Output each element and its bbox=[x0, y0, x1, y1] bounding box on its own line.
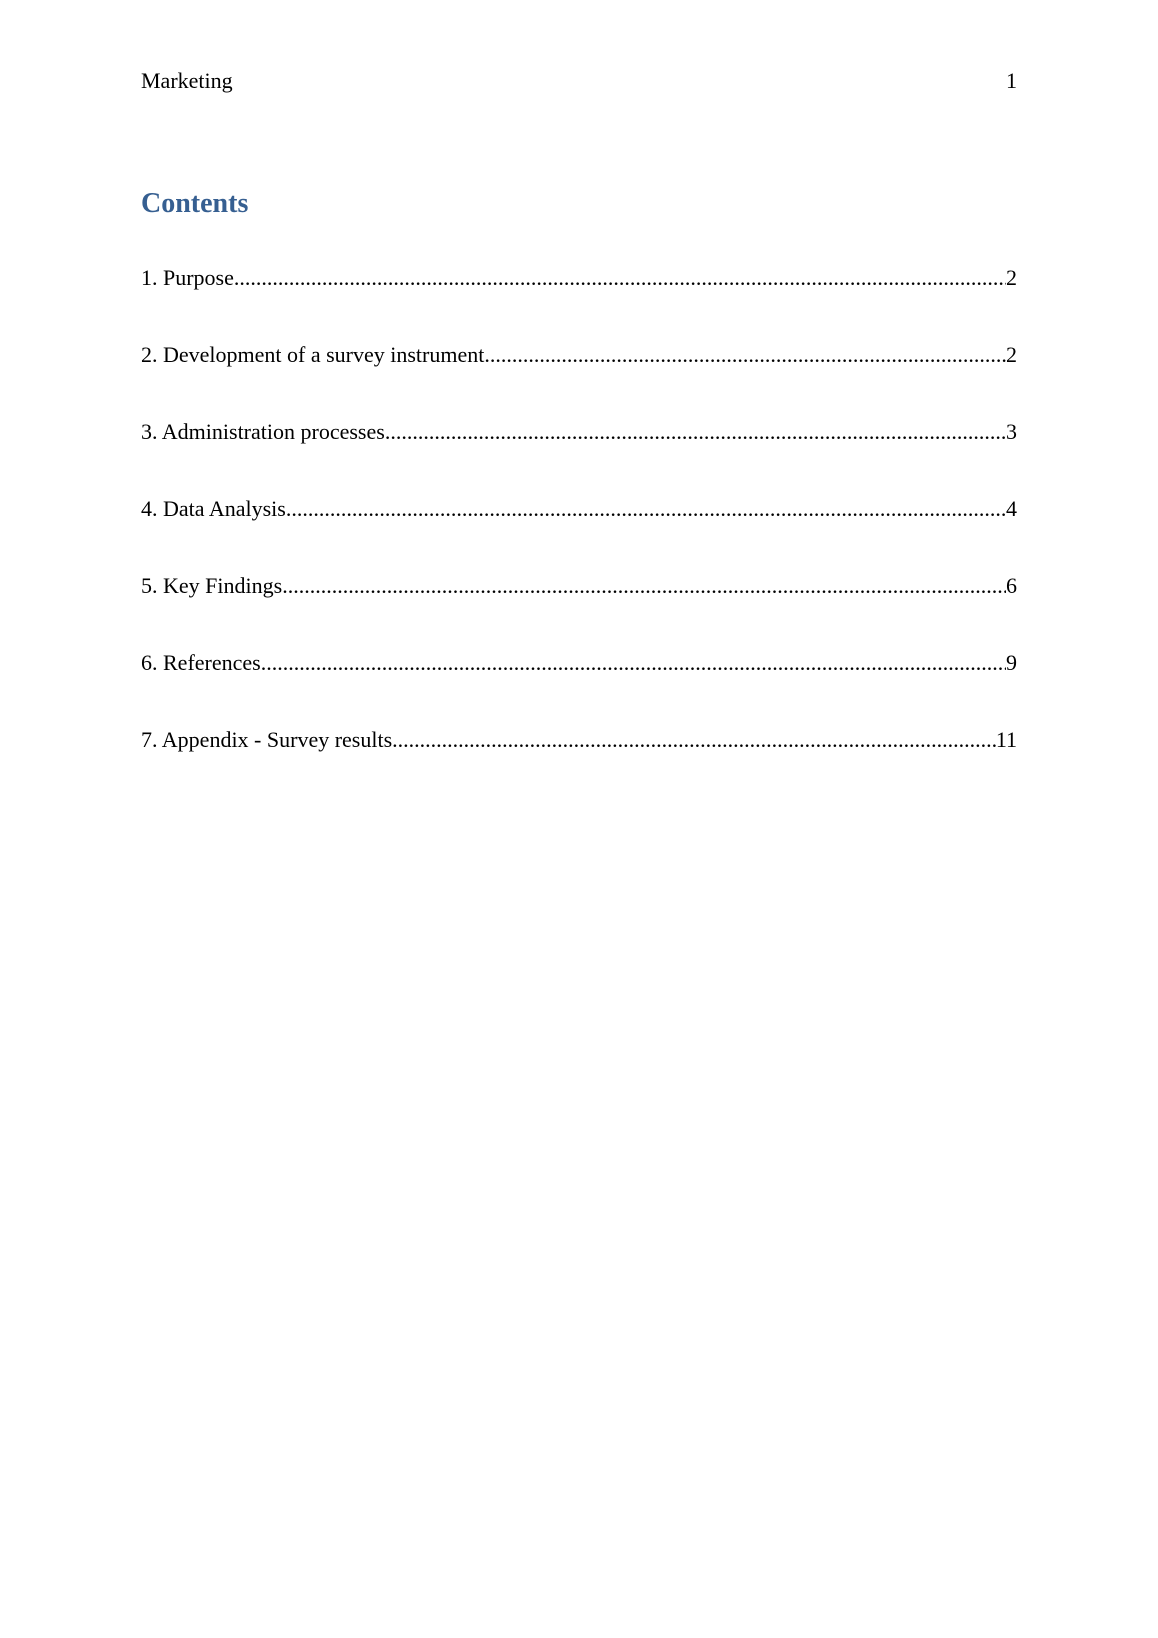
dot-leader bbox=[234, 263, 1006, 293]
toc-entry-page: 2 bbox=[1006, 265, 1017, 290]
table-of-contents bbox=[141, 263, 1017, 802]
dot-leader bbox=[286, 494, 1006, 524]
toc-entry-label: 5. Key Findings bbox=[141, 573, 283, 598]
toc-entry-administration[interactable] bbox=[141, 417, 1017, 494]
toc-entry-page: 6 bbox=[1006, 573, 1017, 598]
toc-entry-data-analysis[interactable] bbox=[141, 494, 1017, 571]
dot-leader bbox=[385, 417, 1006, 447]
toc-entry-label: 3. Administration processes bbox=[141, 419, 385, 444]
dot-leader bbox=[282, 571, 1006, 601]
toc-entry-label: 7. Appendix - Survey results bbox=[141, 727, 393, 752]
toc-entry-page: 3 bbox=[1006, 419, 1017, 444]
toc-entry-survey-instrument[interactable] bbox=[141, 340, 1017, 417]
toc-entry-appendix[interactable] bbox=[141, 725, 1017, 802]
toc-entry-page: 4 bbox=[1006, 496, 1017, 521]
page-header bbox=[141, 68, 1017, 98]
dot-leader bbox=[392, 725, 996, 755]
toc-entry-label: 6. References bbox=[141, 650, 261, 675]
toc-entry-page: 9 bbox=[1006, 650, 1017, 675]
toc-entry-label: 4. Data Analysis bbox=[141, 496, 286, 521]
toc-entry-page: 11 bbox=[995, 727, 1017, 752]
header-title: Marketing bbox=[141, 68, 233, 93]
toc-heading: Contents bbox=[141, 188, 249, 219]
toc-entry-key-findings[interactable] bbox=[141, 571, 1017, 648]
page-number: 1 bbox=[1006, 68, 1017, 93]
dot-leader bbox=[261, 648, 1006, 678]
toc-entry-page: 2 bbox=[1006, 342, 1017, 367]
toc-entry-purpose[interactable] bbox=[141, 263, 1017, 340]
toc-entry-label: 1. Purpose bbox=[141, 265, 234, 290]
toc-entry-label: 2. Development of a survey instrument bbox=[141, 342, 485, 367]
toc-entry-references[interactable] bbox=[141, 648, 1017, 725]
dot-leader bbox=[484, 340, 1006, 370]
